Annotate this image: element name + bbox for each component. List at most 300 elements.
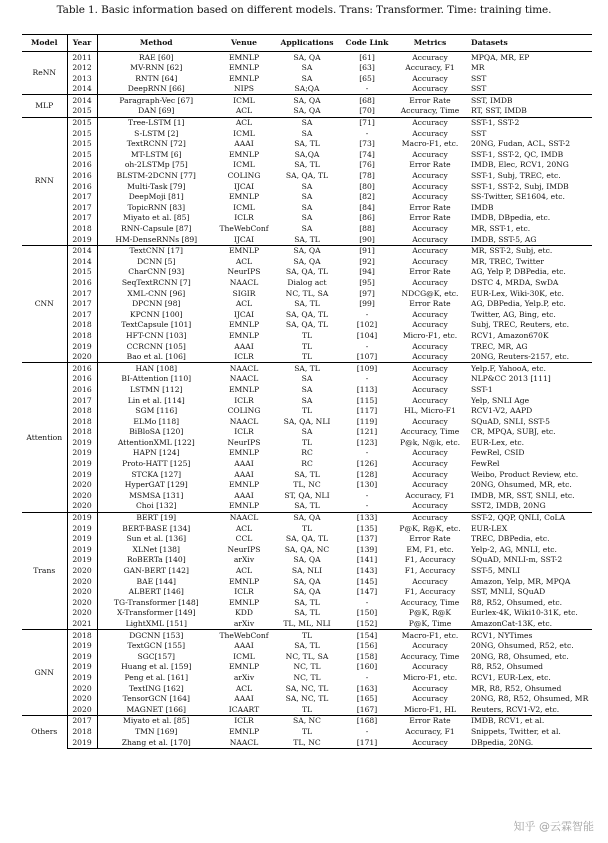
cell-code-link[interactable]: [117] — [356, 406, 378, 416]
cell-datasets: MR, SST-2, Subj, etc. — [467, 245, 592, 256]
cell-venue: EMNLP — [228, 597, 260, 607]
cell-metrics: Accuracy — [393, 245, 467, 256]
cell-method: SGM [116] — [135, 406, 178, 416]
cell-metrics: Accuracy — [412, 84, 448, 94]
cell-code-link[interactable]: [143] — [356, 566, 378, 575]
cell-code-link[interactable]: [121] — [356, 427, 378, 437]
cell-year: 2018 — [67, 416, 97, 427]
cell-datasets: Reuters, RCV1-V2, etc. — [471, 704, 560, 714]
cell-venue: arXiv — [233, 555, 255, 565]
cell-applications: SA, QA — [293, 106, 321, 116]
cell-datasets: SST-1, SST-2, QC, IMDB — [471, 149, 564, 159]
cell-year: 2017 — [67, 715, 97, 726]
cell-venue: ICLR — [234, 395, 254, 405]
cell-code-link[interactable]: [160] — [356, 662, 378, 672]
cell-code-link[interactable]: [86] — [359, 213, 375, 223]
cell-year: 2011 — [67, 52, 97, 63]
cell-applications: TL — [273, 630, 341, 641]
cell-metrics: Accuracy — [412, 501, 448, 511]
cell-metrics: Accuracy, F1 — [405, 726, 455, 736]
cell-venue: EMNLP — [228, 448, 260, 458]
cell-code-link[interactable]: [84] — [359, 202, 375, 212]
table-row — [22, 160, 592, 171]
cell-code-link[interactable]: [147] — [356, 587, 378, 597]
cell-venue: arXiv — [233, 618, 255, 628]
cell-method: HM-DenseRNNs [89] — [115, 234, 198, 244]
cell-datasets: SST — [471, 73, 487, 83]
cell-applications: SA — [301, 181, 313, 191]
cell-method: TensorGCN [164] — [122, 694, 190, 704]
cell-code-link[interactable]: [70] — [359, 106, 375, 116]
cell-code-link[interactable]: [113] — [356, 384, 378, 394]
header-venue: Venue — [215, 35, 273, 52]
cell-year: 2019 — [67, 512, 97, 523]
table-row — [22, 715, 592, 726]
cell-metrics: Accuracy — [412, 224, 448, 233]
cell-code-link[interactable]: [133] — [341, 512, 393, 523]
table-row — [22, 512, 592, 523]
table-row — [22, 469, 592, 480]
cell-venue: NAACL — [229, 277, 259, 287]
cell-venue: EMNLP — [228, 384, 260, 394]
cell-datasets: FewRel — [471, 459, 500, 469]
cell-code-link[interactable]: [73] — [359, 139, 375, 149]
cell-year: 2020 — [67, 597, 97, 608]
table-row — [22, 566, 592, 577]
cell-metrics: EM, F1, etc. — [406, 544, 454, 554]
cell-code-link[interactable]: [95] — [359, 277, 375, 287]
cell-applications: SA, QA — [273, 95, 341, 106]
cell-applications: SA, QA — [273, 52, 341, 63]
table-row — [22, 171, 592, 182]
cell-datasets: SST — [471, 84, 487, 94]
cell-datasets: SQuAD, SNLI, SST-5 — [471, 416, 550, 426]
cell-metrics: Accuracy — [393, 52, 467, 63]
cell-metrics: Accuracy — [412, 192, 448, 202]
cell-venue: EMNLP — [228, 726, 260, 736]
cell-metrics: Macro-F1, etc. — [393, 630, 467, 641]
cell-metrics: Accuracy — [412, 662, 448, 672]
cell-datasets: SST-1, SST-2, Subj, IMDB — [471, 181, 569, 191]
cell-code-link[interactable]: [63] — [359, 63, 375, 73]
cell-applications: SA — [301, 202, 313, 212]
table-row — [22, 202, 592, 213]
cell-year: 2016 — [67, 160, 97, 171]
cell-datasets: MR, TREC, Twitter — [471, 256, 544, 266]
table-row — [22, 534, 592, 545]
table-row — [22, 608, 592, 619]
cell-code-link[interactable]: [109] — [341, 363, 393, 374]
cell-datasets: Yelp.F, YahooA, etc. — [467, 363, 592, 374]
table-row — [22, 213, 592, 224]
cell-code-link[interactable]: [150] — [356, 608, 378, 618]
cell-metrics: P@K, Time — [408, 618, 452, 628]
cell-venue: IJCAI — [233, 234, 255, 244]
cell-metrics: Accuracy — [393, 363, 467, 374]
cell-applications: SA, QA — [273, 512, 341, 523]
cell-metrics: P@k, N@k, etc. — [399, 437, 460, 447]
table-row — [22, 641, 592, 652]
cell-applications: NC, TL, SA — [285, 288, 329, 298]
cell-applications: SA — [301, 384, 313, 394]
cell-method: Huang et al. [159] — [121, 662, 192, 672]
cell-metrics: Accuracy — [393, 737, 467, 748]
cell-metrics: Micro-F1, etc. — [402, 672, 458, 682]
cell-datasets: IMDB, SST-5, AG — [471, 234, 537, 244]
cell-metrics: Accuracy — [412, 149, 448, 159]
cell-code-link[interactable]: [123] — [356, 437, 378, 447]
cell-venue: EMNLP — [228, 149, 260, 159]
header-year: Year — [67, 35, 97, 52]
cell-datasets: DSTC 4, MRDA, SwDA — [471, 277, 559, 287]
table-row — [22, 299, 592, 310]
cell-metrics: Error Rate — [409, 299, 451, 309]
cell-year: 2018 — [67, 320, 97, 331]
cell-datasets: EUR-Lex, etc. — [471, 437, 525, 447]
models-table — [22, 34, 592, 749]
cell-code-link[interactable]: [88] — [359, 224, 375, 233]
cell-venue: AAAI — [234, 490, 254, 500]
cell-code-link[interactable]: [61] — [341, 52, 393, 63]
cell-method: KPCNN [100] — [129, 309, 183, 319]
cell-year: 2017 — [67, 288, 97, 299]
cell-code-link: - — [365, 448, 369, 458]
cell-method: BLSTM-2DCNN [77] — [116, 171, 196, 181]
cell-metrics: Accuracy — [412, 256, 448, 266]
cell-datasets: SQuAD, MNLI-m, SST-2 — [471, 555, 563, 565]
cell-venue: ICLR — [234, 352, 254, 362]
cell-year: 2019 — [67, 437, 97, 448]
cell-applications: SA — [273, 117, 341, 128]
cell-metrics: Accuracy, F1 — [405, 490, 455, 500]
cell-datasets: SST-2, QQP, QNLI, CoLA — [467, 512, 592, 523]
cell-venue: COLING — [227, 406, 261, 416]
cell-metrics: Accuracy — [412, 576, 448, 586]
header-metrics: Metrics — [393, 35, 467, 52]
cell-applications: SA, TL — [294, 234, 320, 244]
cell-applications: SA, TL — [294, 139, 320, 149]
cell-year: 2020 — [67, 608, 97, 619]
table-row — [22, 501, 592, 512]
cell-metrics: Accuracy — [412, 374, 448, 384]
cell-year: 2018 — [67, 330, 97, 341]
cell-year: 2019 — [67, 459, 97, 470]
cell-code-link[interactable]: [152] — [356, 618, 378, 628]
cell-code-link[interactable]: [76] — [359, 160, 375, 170]
cell-year: 2014 — [67, 245, 97, 256]
cell-venue: TheWebConf — [219, 224, 269, 233]
cell-method: Peng et al. [161] — [124, 672, 189, 682]
cell-year: 2019 — [67, 641, 97, 652]
cell-datasets: RCV1, EUR-Lex, etc. — [471, 672, 551, 682]
cell-code-link[interactable]: [107] — [356, 352, 378, 362]
cell-applications: TL, NC — [293, 480, 321, 490]
cell-method: Miyato et al. [85] — [123, 213, 190, 223]
table-row — [22, 139, 592, 150]
cell-year: 2018 — [67, 406, 97, 417]
cell-method: SeqTextRCNN [7] — [121, 277, 191, 287]
table-caption: Table 1. Basic information based on different models. Trans: Transformer. Time: training time. — [56, 4, 552, 16]
cell-applications: SA, QA — [293, 587, 321, 597]
cell-venue: AAAI — [234, 341, 254, 351]
cell-year: 2019 — [67, 341, 97, 352]
table-row — [22, 309, 592, 320]
cell-year: 2017 — [67, 202, 97, 213]
cell-applications: SA, TL — [294, 299, 320, 309]
cell-year: 2016 — [67, 363, 97, 374]
cell-applications: TL — [301, 704, 313, 714]
cell-datasets: R8, R52, Ohsumed, etc. — [471, 597, 563, 607]
table-row — [22, 95, 592, 106]
cell-method: oh-2LSTMp [75] — [124, 160, 188, 170]
cell-code-link[interactable]: [99] — [359, 299, 375, 309]
cell-metrics: Accuracy — [412, 341, 448, 351]
cell-method: Bao et al. [106] — [126, 352, 186, 362]
cell-datasets: DBpedia, 20NG. — [467, 737, 592, 748]
cell-datasets: Eurlex-4K, Wiki10-31K, etc. — [471, 608, 578, 618]
cell-method: ELMo [118] — [133, 416, 180, 426]
cell-year: 2014 — [67, 95, 97, 106]
cell-method: BI-Attention [110] — [121, 374, 192, 384]
table-row — [22, 256, 592, 267]
cell-year: 2017 — [67, 395, 97, 406]
cell-method: SGC[157] — [137, 651, 175, 661]
table-row — [22, 374, 592, 385]
cell-year: 2020 — [67, 501, 97, 512]
cell-applications: SA, QA, TL — [285, 171, 329, 181]
table-row — [22, 630, 592, 641]
table-row — [22, 84, 592, 95]
cell-datasets: EUR-Lex, Wiki-30K, etc. — [471, 288, 564, 298]
cell-year: 2019 — [67, 555, 97, 566]
table-row — [22, 587, 592, 598]
cell-code-link[interactable]: [71] — [341, 117, 393, 128]
cell-method: TMN [169] — [135, 726, 178, 736]
cell-code-link[interactable]: [65] — [359, 73, 375, 83]
cell-code-link[interactable]: [128] — [356, 469, 378, 479]
cell-method: X-Transformer [149] — [116, 608, 196, 618]
cell-datasets: R8, R52, Ohsumed — [471, 662, 544, 672]
cell-venue: ACL — [215, 117, 273, 128]
table-row — [22, 555, 592, 566]
table-row — [22, 63, 592, 74]
cell-year: 2019 — [67, 651, 97, 662]
cell-venue: NAACL — [215, 363, 273, 374]
model-group-label: Attention — [22, 363, 67, 512]
cell-datasets: IMDB, DBpedia, etc. — [471, 213, 551, 223]
cell-year: 2016 — [67, 384, 97, 395]
cell-year: 2019 — [67, 662, 97, 673]
cell-datasets: IMDB, MR, SST, SNLI, etc. — [471, 490, 575, 500]
cell-datasets: TREC, MR, AG — [471, 341, 528, 351]
cell-code-link[interactable]: [154] — [341, 630, 393, 641]
cell-code-link[interactable]: [74] — [359, 149, 375, 159]
cell-applications: SA, QA, NC — [284, 544, 330, 554]
header-row — [22, 35, 592, 52]
table-row — [22, 618, 592, 629]
table-row — [22, 234, 592, 245]
cell-applications: TL, ML, NLI — [283, 618, 331, 628]
cell-code-link[interactable]: [130] — [356, 480, 378, 490]
cell-metrics: Error Rate — [393, 715, 467, 726]
cell-code-link[interactable]: [104] — [356, 330, 378, 340]
cell-code-link[interactable]: [135] — [356, 523, 378, 533]
cell-venue: TheWebConf — [215, 630, 273, 641]
cell-metrics: P@K, R@K — [408, 608, 452, 618]
cell-year: 2020 — [67, 480, 97, 491]
cell-applications: SA;QA — [294, 84, 320, 94]
cell-code-link[interactable]: [168] — [341, 715, 393, 726]
cell-metrics: Accuracy — [412, 309, 448, 319]
cell-venue: ACL — [235, 256, 253, 266]
cell-code-link[interactable]: [97] — [359, 288, 375, 298]
table-row — [22, 406, 592, 417]
cell-method: DPCNN [98] — [132, 299, 181, 309]
cell-datasets: SST, IMDB — [467, 95, 592, 106]
cell-applications: SA,QA — [294, 149, 320, 159]
cell-datasets: Amazon, Yelp, MR, MPQA — [471, 576, 571, 586]
cell-method: DeepMoji [81] — [128, 192, 184, 202]
cell-year: 2019 — [67, 534, 97, 545]
table-row — [22, 320, 592, 331]
cell-venue: CCL — [235, 534, 253, 544]
cell-applications: ST, QA, NLI — [284, 490, 330, 500]
cell-method: RNN-Capsule [87] — [121, 224, 192, 233]
cell-code-link[interactable]: [92] — [359, 256, 375, 266]
cell-datasets: SST2, IMDB, 20NG — [471, 501, 546, 511]
table-row — [22, 384, 592, 395]
table-row — [22, 267, 592, 278]
cell-venue: NeurIPS — [227, 267, 261, 277]
cell-method: STCKA [127] — [131, 469, 182, 479]
table-row — [22, 181, 592, 192]
cell-datasets: 20NG, Ohsumed, MR, etc. — [471, 480, 572, 490]
cell-method: HAN [108] — [97, 363, 215, 374]
cell-applications: TL — [301, 330, 313, 340]
cell-applications: NC, TL, SA — [285, 651, 329, 661]
cell-applications: TL, NC — [273, 737, 341, 748]
cell-method: Lin et al. [114] — [127, 395, 185, 405]
cell-code-link[interactable]: [78] — [359, 171, 375, 181]
cell-datasets: NLP&CC 2013 [111] — [471, 374, 551, 384]
cell-metrics: Accuracy — [412, 128, 448, 138]
cell-year: 2014 — [67, 256, 97, 267]
cell-venue: EMNLP — [228, 662, 260, 672]
cell-metrics: Accuracy — [412, 480, 448, 490]
cell-venue: AAAI — [234, 641, 254, 651]
cell-metrics: F1, Accuracy — [404, 587, 456, 597]
cell-code-link[interactable]: [90] — [359, 234, 375, 244]
cell-metrics: Accuracy — [412, 469, 448, 479]
cell-metrics: F1, Accuracy — [404, 566, 456, 575]
cell-code-link[interactable]: [141] — [356, 555, 378, 565]
cell-code-link[interactable]: [167] — [356, 704, 378, 714]
cell-code-link[interactable]: [91] — [341, 245, 393, 256]
cell-metrics: Accuracy — [412, 171, 448, 181]
table-row — [22, 576, 592, 587]
cell-code-link[interactable]: [82] — [359, 192, 375, 202]
cell-metrics: Error Rate — [393, 95, 467, 106]
cell-applications: SA — [301, 224, 313, 233]
header-datasets: Datasets — [467, 35, 592, 52]
table-row — [22, 245, 592, 256]
cell-datasets: Weibo, Product Review, etc. — [471, 469, 579, 479]
cell-code-link[interactable]: [137] — [356, 534, 378, 544]
cell-code-link[interactable]: [126] — [356, 459, 378, 469]
cell-datasets: MR, R8, R52, Ohsumed — [471, 683, 562, 693]
cell-metrics: Accuracy — [412, 641, 448, 651]
cell-year: 2016 — [67, 171, 97, 182]
cell-code-link: - — [365, 501, 369, 511]
cell-venue: AAAI — [234, 459, 254, 469]
cell-code-link[interactable]: [145] — [356, 576, 378, 586]
model-group-label: MLP — [22, 95, 67, 117]
cell-code-link[interactable]: [158] — [356, 651, 378, 661]
model-group-label: Trans — [22, 512, 67, 630]
cell-datasets: Yelp, SNLI Age — [471, 395, 530, 405]
model-group-label: Others — [22, 715, 67, 748]
cell-code-link[interactable]: [94] — [359, 267, 375, 277]
cell-year: 2019 — [67, 672, 97, 683]
cell-applications: SA, NLI — [291, 566, 323, 575]
cell-applications: TL — [301, 726, 313, 736]
cell-metrics: Accuracy, Time — [400, 427, 460, 437]
cell-code-link[interactable]: [80] — [359, 181, 375, 191]
cell-code-link[interactable]: [68] — [341, 95, 393, 106]
cell-applications: SA, NC, TL — [285, 694, 329, 704]
table-row — [22, 651, 592, 662]
table-row — [22, 437, 592, 448]
cell-metrics: Accuracy — [412, 352, 448, 362]
table-row — [22, 597, 592, 608]
cell-code-link[interactable]: [171] — [341, 737, 393, 748]
table-row — [22, 726, 592, 737]
table-row — [22, 459, 592, 470]
cell-method: DeepRNN [66] — [127, 84, 185, 94]
table-row — [22, 672, 592, 683]
cell-metrics: P@K, R@K, etc. — [399, 523, 461, 533]
cell-venue: EMNLP — [215, 52, 273, 63]
cell-year: 2016 — [67, 277, 97, 288]
cell-venue: NAACL — [229, 374, 259, 384]
table-row — [22, 352, 592, 363]
cell-venue: ICLR — [234, 427, 254, 437]
cell-code-link[interactable]: [163] — [356, 683, 378, 693]
cell-code-link[interactable]: [102] — [356, 320, 378, 330]
cell-method: BiBloSA [120] — [129, 427, 184, 437]
cell-code-link[interactable]: [165] — [356, 694, 378, 704]
cell-venue: ICML — [233, 202, 255, 212]
cell-code-link[interactable]: [115] — [356, 395, 378, 405]
table-row — [22, 341, 592, 352]
cell-method: S-LSTM [2] — [134, 128, 179, 138]
cell-method: Tree-LSTM [1] — [97, 117, 215, 128]
table-row — [22, 480, 592, 491]
table-row — [22, 544, 592, 555]
table-row — [22, 117, 592, 128]
cell-applications: SA, TL — [294, 608, 320, 618]
cell-metrics: Accuracy — [412, 277, 448, 287]
header-applications: Applications — [273, 35, 341, 52]
cell-code-link[interactable]: [139] — [356, 544, 378, 554]
cell-datasets: FewRel, CSID — [471, 448, 525, 458]
cell-applications: SA — [301, 63, 313, 73]
cell-year: 2017 — [67, 213, 97, 224]
table-row — [22, 288, 592, 299]
cell-code-link[interactable]: [119] — [356, 416, 378, 426]
cell-venue: EMNLP — [228, 192, 260, 202]
cell-code-link[interactable]: [156] — [356, 641, 378, 651]
